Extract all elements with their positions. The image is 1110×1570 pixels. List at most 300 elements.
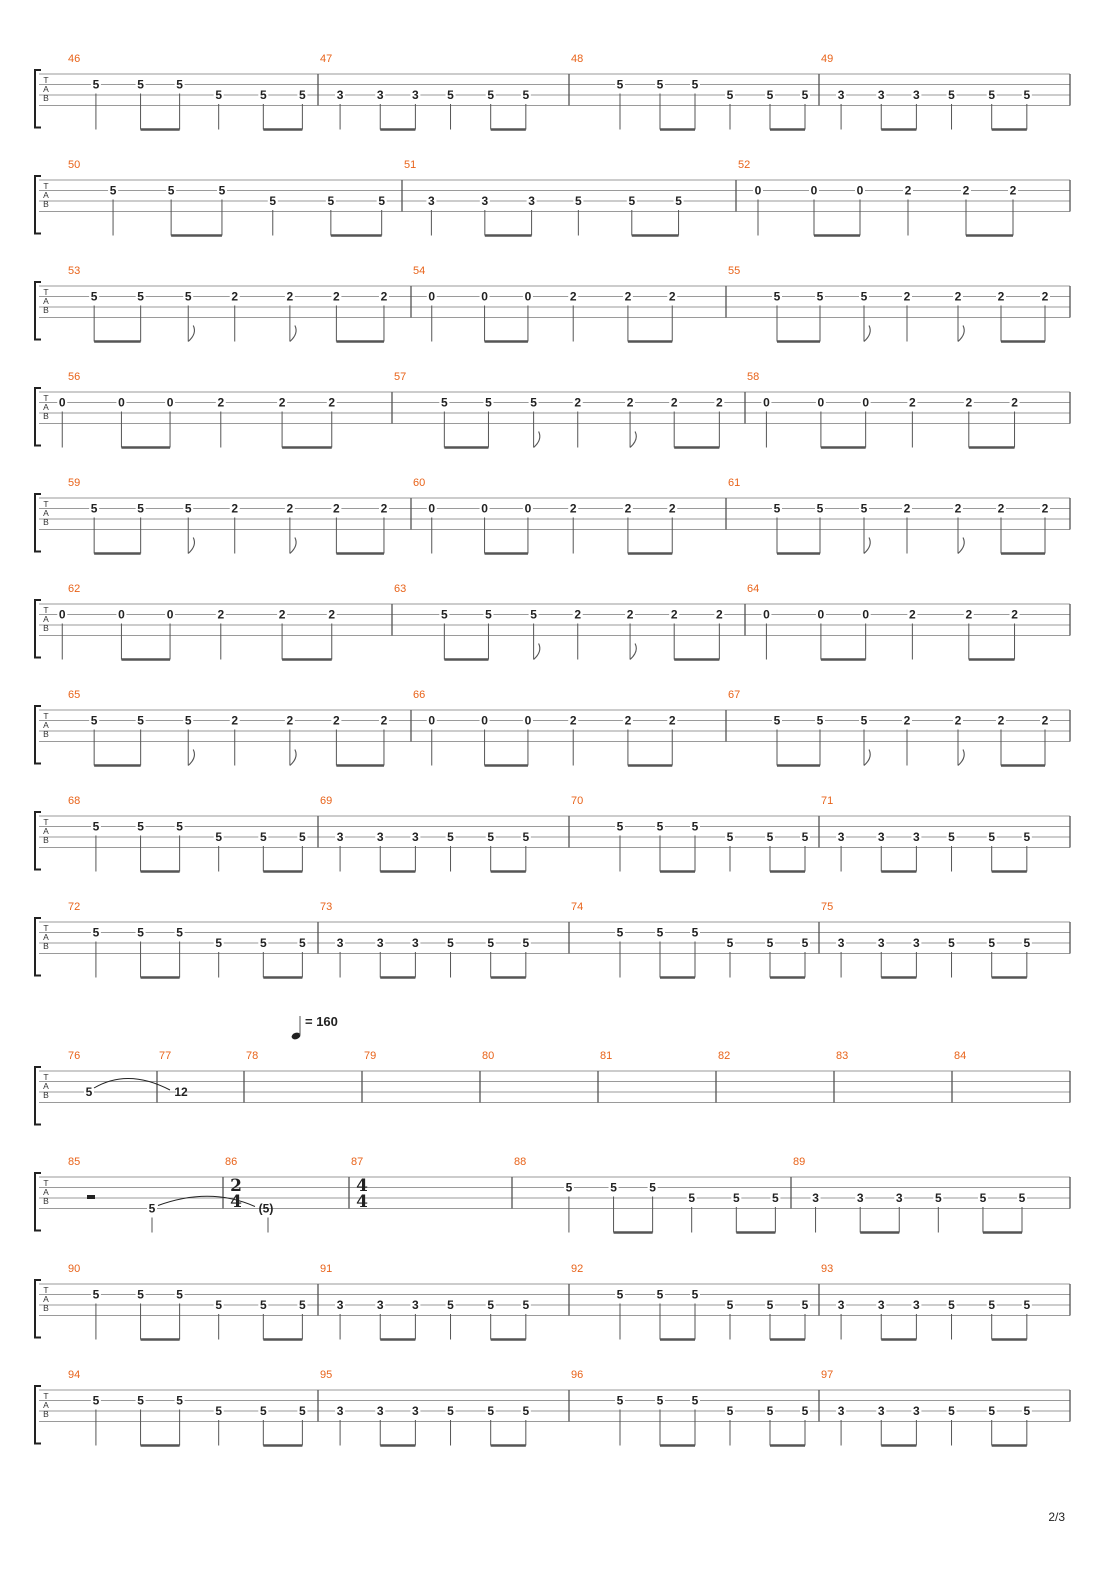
fret-number: 5	[176, 819, 183, 834]
fret-number: 5	[575, 194, 582, 208]
measure-number: 68	[68, 795, 81, 807]
fret-number: 5	[299, 1298, 306, 1312]
measure-number: 59	[68, 477, 81, 489]
fret-number: 0	[524, 501, 532, 516]
system-brace	[35, 600, 41, 658]
measure-number: 91	[320, 1263, 333, 1275]
note-flag	[290, 750, 296, 766]
fret-number: 2	[997, 289, 1005, 304]
fret-number: 0	[58, 607, 66, 622]
note-flag	[864, 538, 870, 554]
fret-number: 5	[691, 77, 699, 92]
fret-number: 5	[378, 194, 386, 208]
measure-number: 61	[728, 477, 741, 489]
fret-number: 2	[286, 289, 294, 304]
tab-clef-letter: A	[43, 826, 49, 836]
fret-number: 2	[569, 713, 577, 728]
fret-number: 5	[447, 1298, 454, 1312]
note-flag	[958, 326, 964, 342]
fret-number: 5	[299, 936, 306, 950]
fret-number: 3	[481, 194, 489, 208]
fret-number: 5	[860, 289, 868, 304]
fret-number: 5	[948, 1404, 955, 1418]
fret-number: 2	[380, 289, 388, 304]
fret-number: 2	[380, 713, 388, 728]
fret-number: 2	[328, 607, 336, 622]
fret-number: 3	[428, 194, 435, 208]
fret-number: 3	[837, 88, 845, 102]
fret-number: 5	[167, 183, 175, 198]
fret-number: 2	[903, 501, 911, 516]
tab-clef-letter: A	[43, 1187, 49, 1197]
note-flag	[188, 750, 194, 766]
fret-number: 3	[837, 830, 845, 844]
fret-number: 5	[948, 936, 955, 950]
fret-number: 3	[913, 88, 920, 102]
fret-number: 2	[965, 607, 973, 622]
fret-number: 0	[862, 395, 870, 410]
fret-number: 2	[231, 713, 239, 728]
tab-clef-letter: B	[43, 623, 49, 633]
fret-number: 5	[948, 88, 955, 102]
fret-number: 5	[988, 936, 996, 950]
fret-number: 5	[726, 936, 734, 950]
fret-number: 5	[801, 1404, 809, 1418]
fret-number: 0	[428, 713, 436, 728]
tab-clef-letter: T	[43, 1285, 49, 1295]
fret-number: 5	[726, 1404, 734, 1418]
tab-clef-letter: T	[43, 1391, 49, 1401]
fret-number: 0	[763, 607, 770, 622]
fret-number: 3	[376, 88, 384, 102]
fret-number: 5	[688, 1191, 696, 1205]
measure-number: 56	[68, 371, 81, 383]
fret-number: 5	[447, 1404, 454, 1418]
fret-number: 2	[278, 395, 286, 410]
fret-number: 5	[530, 607, 537, 622]
measure-number: 70	[571, 795, 584, 807]
system-brace	[35, 176, 41, 234]
fret-number: 5	[148, 1201, 156, 1216]
fret-number: 5	[90, 501, 98, 516]
fret-number: 3	[528, 194, 535, 208]
fret-number: 0	[118, 607, 125, 622]
fret-number: 5	[176, 1287, 183, 1302]
time-signature-numerator: 2	[230, 1176, 242, 1196]
measure-number: 62	[68, 583, 81, 595]
fret-number: 5	[656, 1393, 664, 1408]
tab-clef-letter: T	[43, 711, 49, 721]
fret-number: 5	[522, 88, 530, 102]
fret-number: 5	[773, 713, 781, 728]
fret-number: 5	[176, 1393, 183, 1408]
fret-number: 5	[616, 925, 624, 940]
fret-number: 3	[336, 1298, 344, 1312]
note-flag	[290, 326, 296, 342]
measure-number: 67	[728, 689, 741, 701]
fret-number: 5	[92, 1393, 100, 1408]
fret-number: 2	[286, 713, 294, 728]
measure-number: 55	[728, 265, 741, 277]
fret-number: 12	[174, 1085, 188, 1099]
measure-number: 69	[320, 795, 333, 807]
time-signature-numerator: 4	[356, 1176, 368, 1196]
fret-number: 5	[726, 88, 734, 102]
measure-number: 60	[413, 477, 426, 489]
fret-number: 5	[90, 713, 98, 728]
fret-number: 2	[626, 607, 634, 622]
fret-number: 5	[137, 1393, 144, 1408]
tab-clef-letter: B	[43, 199, 49, 209]
fret-number: 5	[184, 289, 192, 304]
fret-number: 5	[610, 1180, 617, 1195]
fret-number: 5	[948, 1298, 955, 1312]
tab-clef-letter: B	[43, 1303, 49, 1313]
system-brace	[35, 70, 41, 128]
fret-number: 3	[412, 88, 419, 102]
tab-clef-letter: T	[43, 181, 49, 191]
measure-number: 81	[600, 1050, 613, 1062]
fret-number: 5	[988, 1298, 996, 1312]
fret-number: 5	[691, 1287, 699, 1302]
fret-number: 3	[837, 936, 845, 950]
tab-clef-letter: T	[43, 1072, 49, 1082]
measure-number: 88	[514, 1156, 527, 1168]
fret-number: 5	[259, 88, 267, 102]
tab-clef-letter: T	[43, 923, 49, 933]
fret-number: 2	[574, 607, 582, 622]
fret-number: 0	[481, 501, 488, 516]
fret-number: 0	[862, 607, 870, 622]
tab-clef-letter: B	[43, 411, 49, 421]
measure-number: 76	[68, 1050, 81, 1062]
fret-number: 5	[522, 936, 530, 950]
fret-number: 5	[299, 830, 306, 844]
half-rest	[87, 1195, 95, 1199]
fret-number: 5	[656, 1287, 664, 1302]
tab-clef-letter: T	[43, 75, 49, 85]
system-brace	[35, 282, 41, 340]
fret-number: 0	[754, 183, 762, 198]
fret-number: 2	[954, 289, 962, 304]
fret-number: 2	[668, 501, 676, 516]
measure-number: 46	[68, 53, 81, 65]
tab-clef-letter: A	[43, 720, 49, 730]
fret-number: 3	[336, 936, 344, 950]
measure-number: 72	[68, 901, 81, 913]
fret-number: 2	[569, 501, 577, 516]
fret-number: 2	[217, 395, 225, 410]
tab-clef-letter: B	[43, 729, 49, 739]
fret-number: 2	[1009, 183, 1017, 198]
measure-number: 74	[571, 901, 584, 913]
fret-number: 2	[997, 501, 1005, 516]
tab-clef-letter: A	[43, 508, 49, 518]
system-brace	[35, 706, 41, 764]
fret-number: 5	[726, 830, 734, 844]
fret-number: 5	[137, 713, 144, 728]
fret-number: 5	[691, 925, 699, 940]
system-brace	[35, 388, 41, 446]
tab-clef-letter: A	[43, 932, 49, 942]
fret-number: 2	[668, 289, 676, 304]
measure-number: 75	[821, 901, 834, 913]
tab-clef-letter: B	[43, 93, 49, 103]
fret-number: 5	[773, 289, 781, 304]
fret-number: 5	[988, 830, 996, 844]
fret-number: 5	[522, 1404, 530, 1418]
tab-clef-letter: B	[43, 941, 49, 951]
fret-number: 0	[817, 607, 825, 622]
fret-number: (5)	[258, 1201, 274, 1216]
tab-clef-letter: A	[43, 1400, 49, 1410]
measure-number: 52	[738, 159, 751, 171]
measure-number: 63	[394, 583, 407, 595]
fret-number: 5	[487, 830, 495, 844]
measure-number: 49	[821, 53, 834, 65]
measure-number: 71	[821, 795, 834, 807]
fret-number: 2	[624, 713, 632, 728]
fret-number: 5	[137, 501, 144, 516]
fret-number: 3	[856, 1191, 864, 1205]
fret-number: 2	[954, 713, 962, 728]
fret-number: 0	[428, 501, 436, 516]
fret-number: 5	[1023, 830, 1031, 844]
fret-number: 5	[988, 88, 996, 102]
note-flag	[534, 432, 540, 448]
fret-number: 5	[530, 395, 537, 410]
fret-number: 5	[860, 713, 868, 728]
tab-clef-letter: T	[43, 1178, 49, 1188]
tab-clef-letter: A	[43, 84, 49, 94]
fret-number: 5	[766, 88, 774, 102]
fret-number: 3	[877, 1298, 885, 1312]
fret-number: 5	[92, 77, 100, 92]
note-flag	[864, 750, 870, 766]
fret-number: 2	[903, 713, 911, 728]
fret-number: 0	[58, 395, 66, 410]
fret-number: 5	[1018, 1191, 1026, 1205]
fret-number: 3	[913, 1404, 920, 1418]
fret-number: 5	[816, 289, 824, 304]
tab-clef-letter: T	[43, 393, 49, 403]
fret-number: 2	[670, 395, 678, 410]
fret-number: 2	[909, 607, 916, 622]
fret-number: 5	[649, 1180, 656, 1195]
measure-number: 87	[351, 1156, 364, 1168]
tab-clef-letter: B	[43, 305, 49, 315]
fret-number: 5	[299, 88, 306, 102]
measure-number: 78	[246, 1050, 259, 1062]
fret-number: 0	[810, 183, 818, 198]
fret-number: 5	[934, 1191, 942, 1205]
fret-number: 5	[215, 88, 223, 102]
fret-number: 2	[716, 607, 723, 622]
fret-number: 5	[988, 1404, 996, 1418]
time-signature-denominator: 4	[230, 1192, 242, 1212]
fret-number: 2	[333, 713, 340, 728]
tab-clef-letter: B	[43, 835, 49, 845]
fret-number: 2	[569, 289, 577, 304]
fret-number: 3	[877, 88, 885, 102]
fret-number: 3	[336, 88, 344, 102]
fret-number: 5	[1023, 88, 1031, 102]
measure-number: 51	[404, 159, 417, 171]
fret-number: 5	[772, 1191, 779, 1205]
measure-number: 47	[320, 53, 333, 65]
fret-number: 5	[766, 1298, 774, 1312]
fret-number: 5	[215, 1404, 223, 1418]
fret-number: 5	[726, 1298, 734, 1312]
fret-number: 2	[624, 289, 632, 304]
system-brace	[35, 1280, 41, 1338]
measure-number: 79	[364, 1050, 377, 1062]
note-flag	[188, 538, 194, 554]
fret-number: 0	[524, 289, 532, 304]
fret-number: 5	[801, 1298, 809, 1312]
fret-number: 5	[485, 395, 492, 410]
fret-number: 2	[716, 395, 723, 410]
fret-number: 5	[691, 819, 699, 834]
measure-number: 65	[68, 689, 81, 701]
fret-number: 3	[837, 1298, 845, 1312]
fret-number: 2	[997, 713, 1005, 728]
system-brace	[35, 1067, 41, 1125]
fret-number: 5	[259, 830, 267, 844]
fret-number: 5	[522, 830, 530, 844]
fret-number: 2	[1011, 395, 1018, 410]
fret-number: 3	[376, 1298, 384, 1312]
fret-number: 3	[913, 1298, 920, 1312]
measure-number: 57	[394, 371, 407, 383]
fret-number: 5	[948, 830, 955, 844]
fret-number: 3	[412, 830, 419, 844]
fret-number: 5	[691, 1393, 699, 1408]
measure-number: 95	[320, 1369, 333, 1381]
fret-number: 2	[333, 289, 340, 304]
fret-number: 2	[278, 607, 286, 622]
fret-number: 2	[965, 395, 973, 410]
measure-number: 83	[836, 1050, 849, 1062]
fret-number: 2	[962, 183, 970, 198]
fret-number: 5	[259, 1404, 267, 1418]
fret-number: 5	[801, 936, 809, 950]
fret-number: 3	[913, 830, 920, 844]
measure-number: 86	[225, 1156, 238, 1168]
measure-number: 48	[571, 53, 584, 65]
tab-clef-letter: A	[43, 614, 49, 624]
note-flag	[534, 644, 540, 660]
measure-number: 77	[159, 1050, 172, 1062]
fret-number: 5	[766, 936, 774, 950]
measure-number: 58	[747, 371, 760, 383]
fret-number: 5	[299, 1404, 306, 1418]
measure-number: 73	[320, 901, 333, 913]
fret-number: 5	[732, 1191, 740, 1205]
fret-number: 5	[656, 925, 664, 940]
tab-clef-letter: A	[43, 296, 49, 306]
fret-number: 5	[487, 936, 495, 950]
tab-clef-letter: B	[43, 1409, 49, 1419]
fret-number: 3	[376, 936, 384, 950]
page-number: 2/3	[1048, 1510, 1065, 1524]
fret-number: 5	[616, 819, 624, 834]
fret-number: 5	[85, 1085, 93, 1099]
fret-number: 3	[812, 1191, 819, 1205]
measure-number: 97	[821, 1369, 834, 1381]
system-brace	[35, 918, 41, 976]
fret-number: 0	[118, 395, 125, 410]
fret-number: 5	[1023, 1298, 1031, 1312]
fret-number: 5	[675, 194, 682, 208]
fret-number: 5	[327, 194, 335, 208]
fret-number: 5	[90, 289, 98, 304]
fret-number: 5	[440, 607, 448, 622]
tab-clef-letter: T	[43, 499, 49, 509]
fret-number: 3	[376, 1404, 384, 1418]
fret-number: 5	[616, 1287, 624, 1302]
note-flag	[864, 326, 870, 342]
measure-number: 85	[68, 1156, 81, 1168]
fret-number: 5	[656, 77, 664, 92]
fret-number: 5	[259, 1298, 267, 1312]
note-flag	[958, 538, 964, 554]
fret-number: 3	[877, 830, 885, 844]
fret-number: 5	[215, 936, 223, 950]
fret-number: 3	[913, 936, 920, 950]
fret-number: 5	[1023, 936, 1031, 950]
measure-number: 89	[793, 1156, 806, 1168]
fret-number: 5	[137, 77, 144, 92]
tab-clef-letter: A	[43, 402, 49, 412]
tab-clef-letter: T	[43, 287, 49, 297]
fret-number: 5	[616, 1393, 624, 1408]
fret-number: 5	[137, 925, 144, 940]
fret-number: 5	[816, 713, 824, 728]
system-brace	[35, 1386, 41, 1444]
measure-number: 50	[68, 159, 81, 171]
fret-number: 2	[574, 395, 582, 410]
fret-number: 5	[860, 501, 868, 516]
fret-number: 2	[231, 289, 239, 304]
tab-clef-letter: T	[43, 817, 49, 827]
fret-number: 5	[215, 830, 223, 844]
fret-number: 5	[92, 1287, 100, 1302]
fret-number: 0	[481, 713, 488, 728]
fret-number: 5	[628, 194, 636, 208]
measure-number: 64	[747, 583, 760, 595]
fret-number: 5	[447, 830, 454, 844]
fret-number: 2	[328, 395, 336, 410]
tab-clef-letter: A	[43, 1081, 49, 1091]
time-signature-denominator: 4	[356, 1192, 368, 1212]
tab-clef-letter: B	[43, 1090, 49, 1100]
fret-number: 0	[817, 395, 825, 410]
fret-number: 2	[333, 501, 340, 516]
fret-number: 0	[856, 183, 864, 198]
measure-number: 66	[413, 689, 426, 701]
fret-number: 5	[137, 1287, 144, 1302]
fret-number: 5	[1023, 1404, 1031, 1418]
measure-number: 82	[718, 1050, 731, 1062]
fret-number: 2	[954, 501, 962, 516]
fret-number: 5	[218, 183, 226, 198]
fret-number: 2	[670, 607, 678, 622]
fret-number: 3	[877, 936, 885, 950]
fret-number: 5	[176, 77, 183, 92]
fret-number: 3	[336, 1404, 344, 1418]
note-flag	[630, 432, 636, 448]
